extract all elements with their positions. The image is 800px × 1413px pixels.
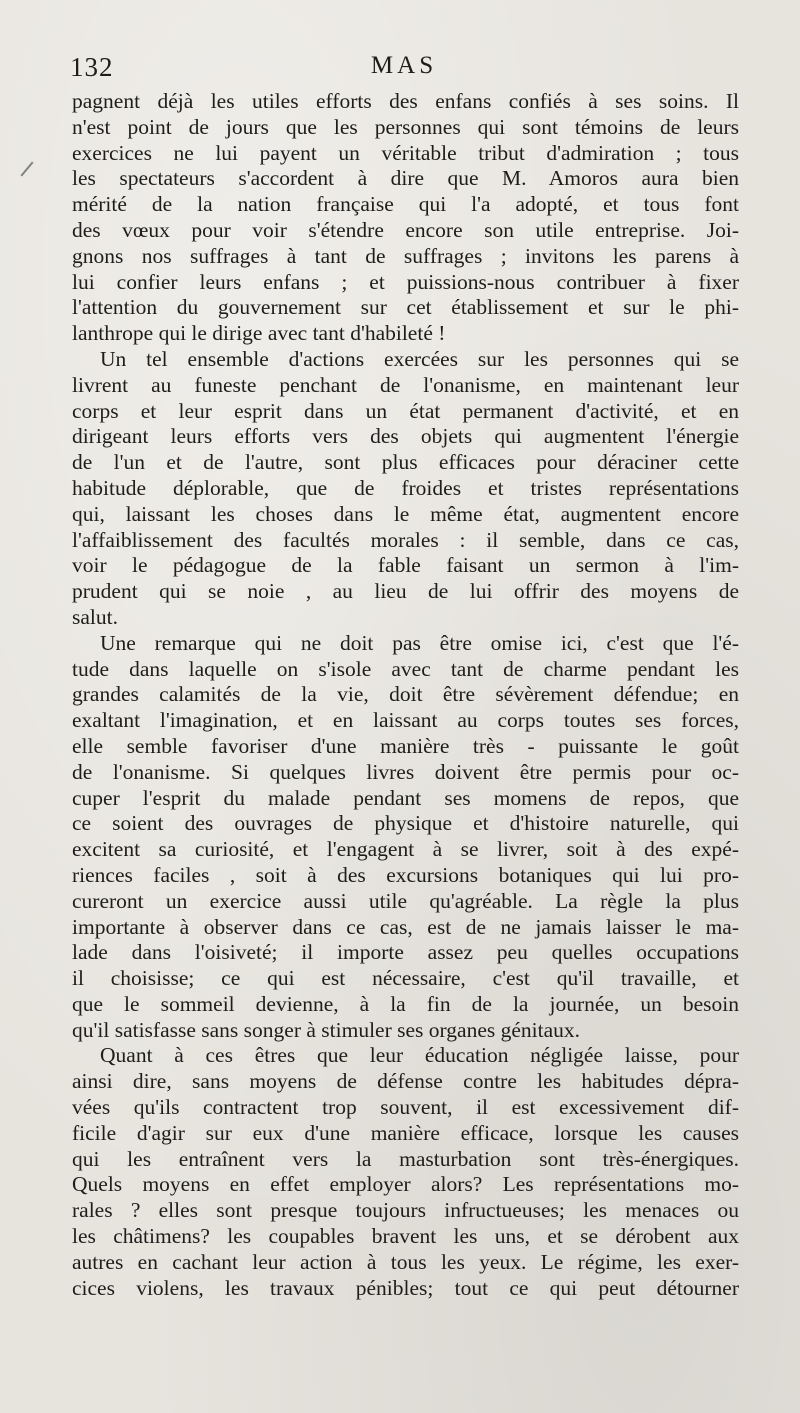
text-line: qu'il satisfasse sans songer à stimuler ses organes génitaux. (72, 1017, 581, 1042)
text-line: importante à observer dans ce cas, est de ne jamais laisser le ma- (72, 914, 739, 939)
body-text (72, 89, 739, 1301)
text-line: gnons nos suffrages à tant de suffrages ; invitons les parens à (72, 243, 739, 268)
text-line: Une remarque qui ne doit pas être omise ici, c'est que l'é- (100, 630, 739, 655)
text-line: qui les entraînent vers la masturbation sont très-énergiques. (72, 1146, 739, 1171)
text-line: corps et leur esprit dans un état permanent d'activité, et en (72, 398, 739, 423)
text-line: l'attention du gouvernement sur cet établissement et sur le phi- (72, 295, 739, 320)
text-line: mérité de la nation française qui l'a adopté, et tous font (72, 192, 739, 217)
text-line: n'est point de jours que les personnes qui sont témoins de leurs (72, 114, 739, 139)
text-line: pagnent déjà les utiles efforts des enfans confiés à ses soins. Il (72, 89, 739, 113)
page-number: 132 (70, 52, 114, 82)
text-line: habitude déplorable, que de froides et tristes représentations (72, 475, 739, 500)
text-line: des vœux pour voir s'étendre encore son utile entreprise. Joi- (72, 217, 739, 242)
text-line: lui confier leurs enfans ; et puissions-nous contribuer à fixer (72, 269, 739, 294)
text-line: salut. (72, 604, 118, 629)
text-line: excitent sa curiosité, et l'engagent à se livrer, soit à des expé- (72, 837, 739, 862)
text-line: lade dans l'oisiveté; il importe assez peu quelles occupations (72, 940, 739, 965)
text-line: exercices ne lui payent un véritable tribut d'admiration ; tous (72, 140, 739, 165)
text-line: de l'un et de l'autre, sont plus efficaces pour déraciner cette (72, 450, 739, 475)
text-line: tude dans laquelle on s'isole avec tant de charme pendant les (72, 656, 739, 681)
text-line: l'affaiblissement des facultés morales : il semble, dans ce cas, (72, 527, 739, 552)
text-line: les châtimens? les coupables bravent les uns, et se dérobent aux (72, 1224, 739, 1249)
running-head (70, 52, 738, 92)
text-line: prudent qui se noie , au lieu de lui offrir des moyens de (72, 579, 739, 604)
text-line: les spectateurs s'accordent à dire que M. Amoros aura bien (72, 166, 739, 191)
text-line: vées qu'ils contractent trop souvent, il est excessivement dif- (72, 1095, 739, 1120)
text-line: grandes calamités de la vie, doit être sévèrement défendue; en (72, 682, 739, 707)
text-line: dirigeant leurs efforts vers des objets qui augmentent l'énergie (72, 424, 739, 449)
text-line: qui, laissant les choses dans le même état, augmentent encore (72, 501, 739, 526)
text-line: Quels moyens en effet employer alors? Les représentations mo- (72, 1172, 739, 1197)
text-line: ainsi dire, sans moyens de défense contre les habitudes dépra- (72, 1069, 739, 1094)
text-line: cices violens, les travaux pénibles; tout ce qui peut détourner (72, 1275, 739, 1300)
text-line: rales ? elles sont presque toujours infructueuses; les menaces ou (72, 1198, 739, 1223)
text-line: riences faciles , soit à des excursions botaniques qui lui pro- (72, 862, 739, 887)
text-line: exaltant l'imagination, et en laissant au corps toutes ses forces, (72, 708, 739, 733)
text-line: autres en cachant leur action à tous les yeux. Le régime, les exer- (72, 1249, 739, 1274)
text-line: livrent au funeste penchant de l'onanisme, en maintenant leur (72, 372, 739, 397)
text-line: ce soient des ouvrages de physique et d'histoire naturelle, qui (72, 811, 739, 836)
text-line: voir le pédagogue de la fable faisant un sermon à l'im- (72, 553, 739, 578)
text-line: que le sommeil devienne, à la fin de la journée, un besoin (72, 991, 739, 1016)
text-line: cureront un exercice aussi utile qu'agréable. La règle la plus (72, 888, 739, 913)
text-line: de l'onanisme. Si quelques livres doivent être permis pour oc- (72, 759, 739, 784)
text-line: Quant à ces êtres que leur éducation négligée laisse, pour (100, 1043, 739, 1068)
margin-pencil-mark (20, 161, 33, 176)
text-line: Un tel ensemble d'actions exercées sur les personnes qui se (100, 346, 739, 371)
text-line: ficile d'agir sur eux d'une manière efficace, lorsque les causes (72, 1120, 739, 1145)
text-line: lanthrope qui le dirige avec tant d'habileté ! (72, 321, 446, 346)
text-line: cuper l'esprit du malade pendant ses momens de repos, que (72, 785, 739, 810)
text-line: il choisisse; ce qui est nécessaire, c'est qu'il travaille, et (72, 966, 739, 991)
text-line: elle semble favoriser d'une manière très - puissante le goût (72, 733, 739, 758)
running-title: MAS (370, 52, 438, 79)
